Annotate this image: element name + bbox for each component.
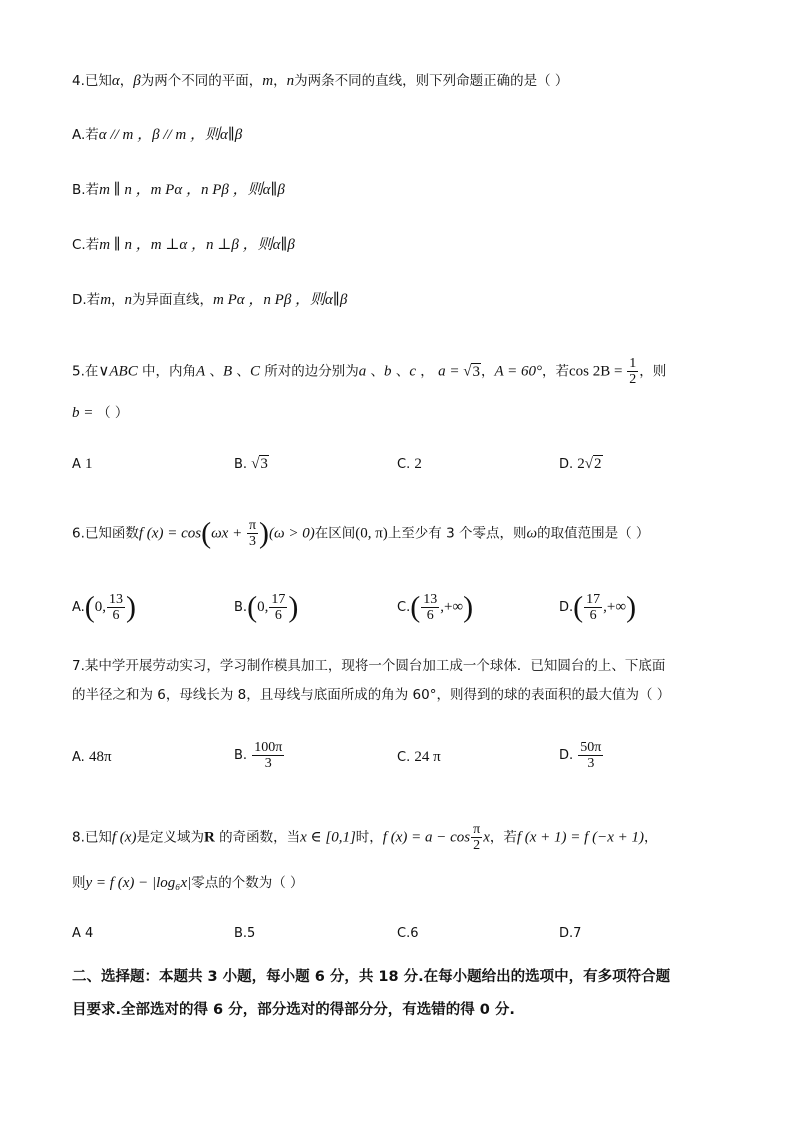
fraction-pi-over-3: $\frac{\pi}{3}$ <box>248 518 257 549</box>
section-2-heading-line2: 目要求.全部选对的得 6 分，部分选对的得部分分，有选错的得 0 分. <box>72 1002 515 1018</box>
q8-option-d: D.7 <box>559 926 582 941</box>
q4-stem: 4.已知α，β为两个不同的平面，m，n为两条不同的直线，则下列命题正确的是（ ） <box>72 73 569 89</box>
section-2-heading-line1: 二、选择题：本题共 3 小题，每小题 6 分，共 18 分.在每小题给出的选项中，有多项符合题 <box>72 969 671 985</box>
q8-stem: 8.已知f (x)是定义域为R 的奇函数，当x ∈ [0,1]时，f (x) = a − cos $\frac{\pi}{2}$ x，若f (x + 1) = f (−x + 1)， <box>72 822 658 853</box>
q5-option-c: C. 2 <box>397 456 422 472</box>
q6-stem: 6.已知函数f (x) = cos(ωx + $\frac{\pi}{3}$ )(ω > 0)在区间(0, π)上至少有 3 个零点，则ω的取值范围是（ ） <box>72 516 650 550</box>
q8-stem-line2: 则y = f (x) − |log₆x|零点的个数为（ ） <box>72 875 304 891</box>
q6-option-a: A.(0, $\frac{13}{6}$ ) <box>72 590 137 624</box>
q7-stem-line1: 7.某中学开展劳动实习，学习制作模具加工，现将一个圆台加工成一个球体．已知圆台的上、下底面 <box>72 658 666 674</box>
q7-stem-line2: 的半径之和为 6，母线长为 8，且母线与底面所成的角为 60°，则得到的球的表面积的最大值为（ ） <box>72 687 671 703</box>
q8-option-b: B.5 <box>234 926 256 941</box>
q7-option-d: D. $\frac{50\pi}{3}$ <box>559 740 602 771</box>
q6-option-c: C.( $\frac{13}{6}$ ,+∞) <box>397 590 474 624</box>
fraction-pi-over-2: $\frac{\pi}{2}$ <box>473 822 481 853</box>
q4-option-b: B.若m ∥ n ，m Pα ，n Pβ ，则α∥β <box>72 182 285 198</box>
q7-option-b: B. $\frac{100\pi}{3}$ <box>234 740 283 771</box>
q5-stem: 5.在∨ABC 中，内角A 、B 、C 所对的边分别为a 、b 、c ， a = √3，A = 60°，若cos 2B = $\frac{1}{2}$ ，则 <box>72 356 667 387</box>
q4-option-d: D.若m，n为异面直线，m Pα ，n Pβ ，则α∥β <box>72 292 348 308</box>
q5-option-d: D. 2√2 <box>559 456 602 472</box>
sqrt-3: √3 <box>463 363 480 380</box>
q6-option-b: B.(0, $\frac{17}{6}$ ) <box>234 590 299 624</box>
q5-option-a: A 1 <box>72 456 93 472</box>
q8-option-a: A 4 <box>72 926 94 941</box>
q7-option-a: A. 48π <box>72 749 112 765</box>
fraction-one-half: $\frac{1}{2}$ <box>629 356 637 387</box>
q6-option-d: D.( $\frac{17}{6}$ ,+∞) <box>559 590 637 624</box>
q4-option-c: C.若m ∥ n ，m ⊥α ，n ⊥β ，则α∥β <box>72 237 295 253</box>
q5-option-b: B. √3 <box>234 456 268 472</box>
q8-option-c: C.6 <box>397 926 419 941</box>
q4-option-a: A.若α // m ，β // m ，则α∥β <box>72 127 243 143</box>
q7-option-c: C. 24 π <box>397 749 441 765</box>
q5-stem-line2: b = （ ） <box>72 405 129 421</box>
